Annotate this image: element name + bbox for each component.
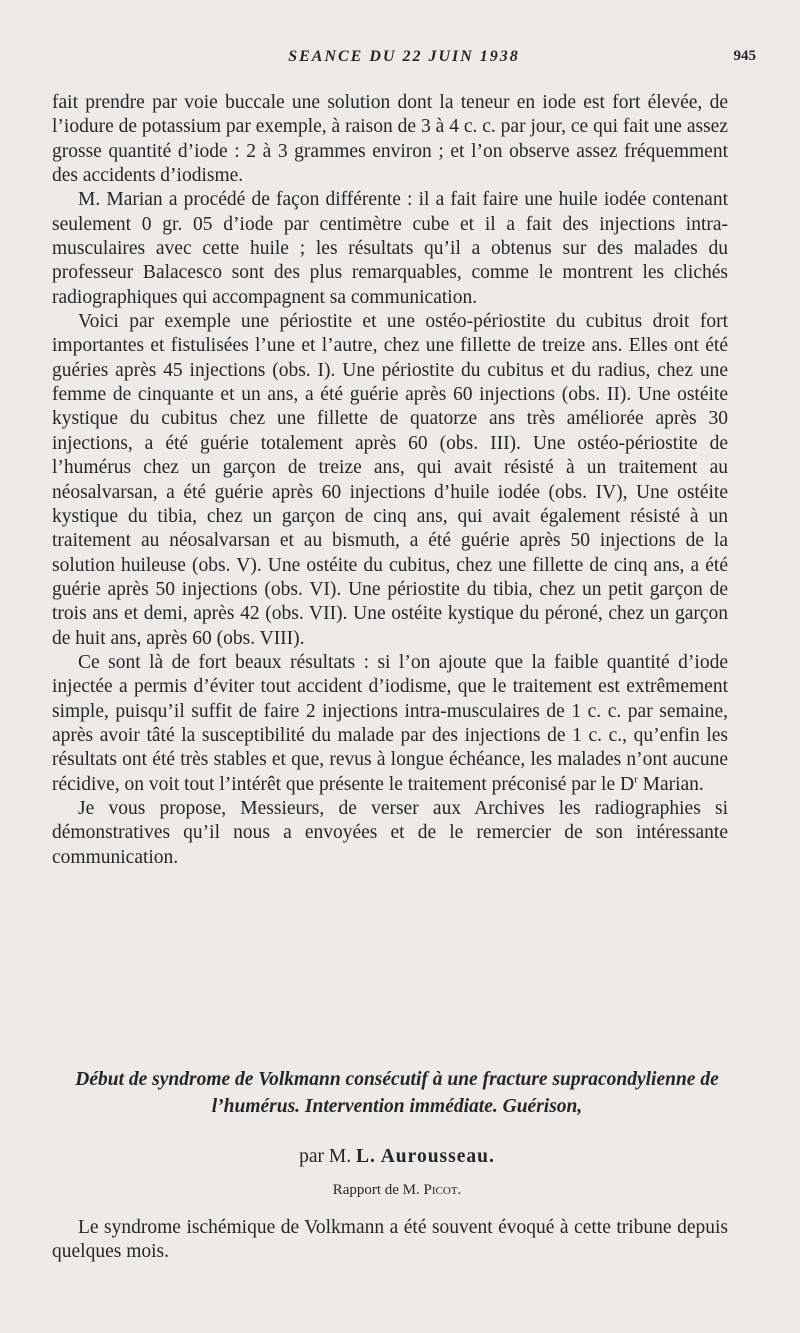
superscript-r: r xyxy=(634,773,638,786)
page-number: 945 xyxy=(733,48,756,64)
report-line xyxy=(52,1180,742,1200)
running-title: SEANCE DU 22 JUIN 1938 xyxy=(288,48,520,65)
byline-author: L. Aurousseau. xyxy=(356,1146,495,1167)
running-head xyxy=(52,48,756,72)
new-section xyxy=(52,1066,742,1200)
paragraph-proposal: Je vous propose, Messieurs, de verser aux Archives les radiographies si démonstratives qu’il nous a envoyées et de le remercier de son intéressante communication. xyxy=(52,797,728,868)
report-name: Picot. xyxy=(423,1182,462,1198)
paragraph-continuation: fait prendre par voie buccale une solution dont la teneur en iode est fort élevée, de l’iodure de potassium par exemple, à raison de 3 à 4 c. c. par jour, ce qui fait une assez grosse quantité d’iode : 2 à 3 grammes environ ; et l’on observe assez fréquemment des accidents d’iodisme. xyxy=(52,92,728,187)
report-prefix: Rapport de M. xyxy=(332,1182,424,1198)
paragraph-case-list: Voici par exemple une périostite et une ostéo-périostite du cubitus droit fort importantes et fistulisées l’une et l’autre, chez une fillette de treize ans. Elles ont été guéries après 45 injections (obs. I). Une périostite du cubitus et du radius, chez une femme de cinquante et un ans, a été guérie après 60 injections (obs. II). Une ostéite kystique du cubitus chez une fillette de quatorze ans très améliorée après 30 injections, a été guérie totalement après 60 (obs. III). Une ostéo-périostite de l’humérus chez un garçon de treize ans, qui avait résisté à un traitement au néosalvarsan, a été guérie après 60 injections d’huile iodée (obs. IV), Une ostéite kystique du tibia, chez un garçon de cinq ans, qui avait également résisté à un traitement au néosalvarsan et au bismuth, a été guérie après 50 injections de la solution huileuse (obs. V). Une ostéite du cubitus, chez une fillette de cinq ans, a été guérie après 50 injections (obs. VI). Une périostite du tibia, chez un petit garçon de trois ans et demi, après 42 (obs. VII). Une ostéite kystique du péroné, chez un garçon de huit ans, après 60 (obs. VIII). xyxy=(52,311,728,649)
paragraph-results-end: Marian. xyxy=(637,773,704,795)
byline-prefix: par M. xyxy=(299,1146,357,1167)
body-text xyxy=(52,91,728,870)
paragraph-marian-method: M. Marian a procédé de façon différente : il a fait faire une huile iodée contenant seulement 0 gr. 05 d’iode par centimètre cube et il a fait des injections intra-musculaires avec cette huile ; les résultats qu’il a obtenus sur des malades du professeur Balacesco sont des plus remarquables, comme le montrent les clichés radiographiques qui accompagnent sa communication. xyxy=(52,189,728,308)
paragraph-results-text: Ce sont là de fort beaux résultats : si l’on ajoute que la faible quantité d’iode injectée a permis d’éviter tout accident d’iodisme, que le traitement est extrêmement simple, puisqu’il suffit de faire 2 injections intra-musculaires de 1 c. c. par semaine, après avoir tâté la susceptibilité du malade par des injections de 1 c. c., qu’enfin les résultats ont été très stables et que, revus à longue échéance, les malades n’ont aucune récidive, on voit tout l’intérêt que présente le traitement préconisé par le D xyxy=(52,651,728,795)
byline xyxy=(52,1144,742,1170)
section-body xyxy=(52,1216,728,1265)
section-paragraph: Le syndrome ischémique de Volkmann a été souvent évoqué à cette tribune depuis quelques mois. xyxy=(52,1217,728,1263)
section-title: Début de syndrome de Volkmann consécutif à une fracture supracondylienne de l’humérus. Intervention immédiate. Guérison, xyxy=(75,1069,719,1117)
paragraph-results xyxy=(52,651,728,797)
